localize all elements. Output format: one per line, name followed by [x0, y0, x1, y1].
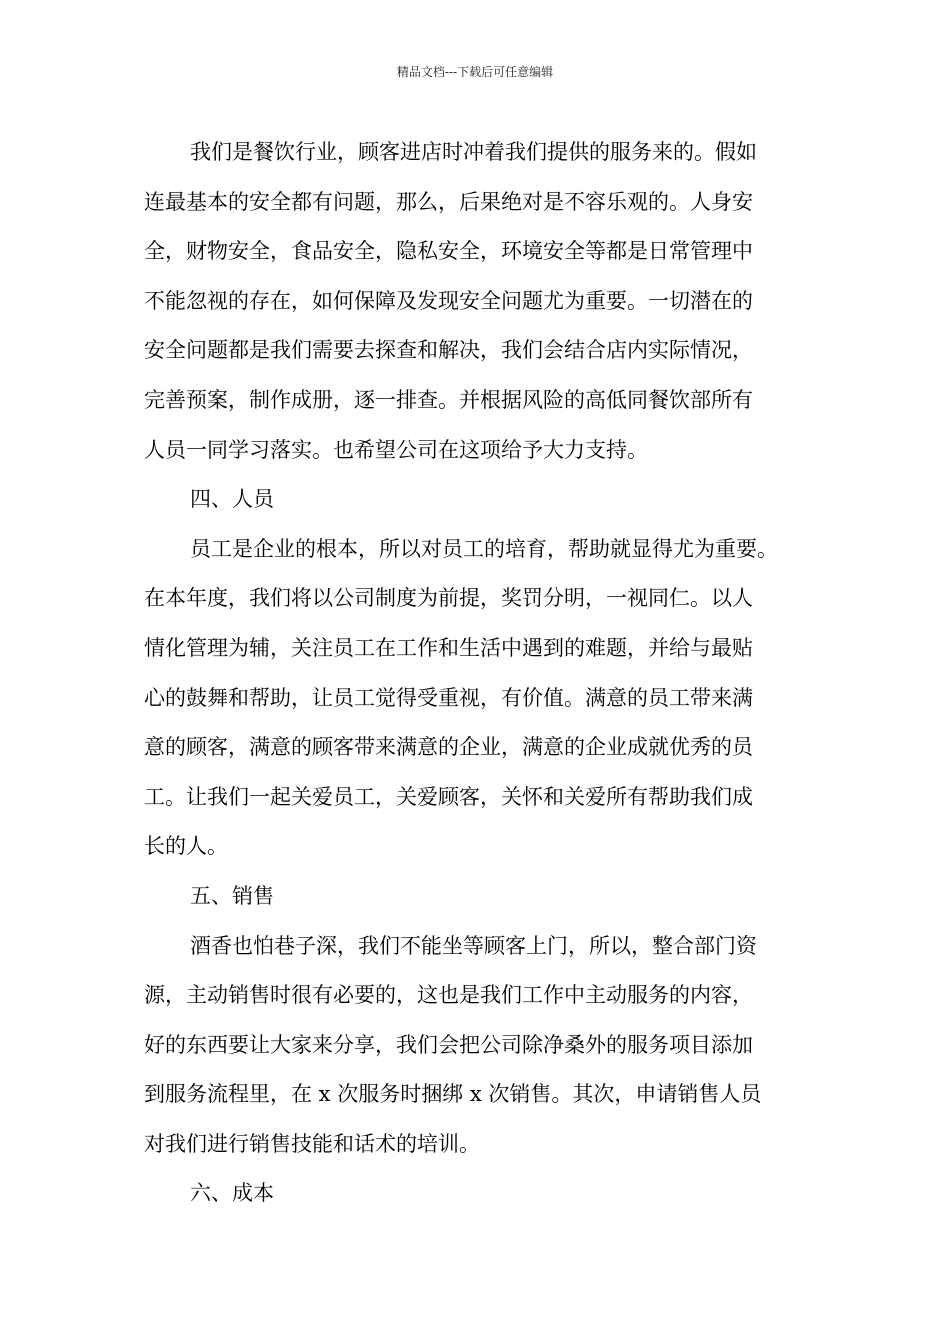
text-line: 在本年度，我们将以公司制度为前提，奖罚分明，一视同仁。以人	[144, 586, 753, 611]
text-line: 源，主动销售时很有必要的，这也是我们工作中主动服务的内容，	[144, 983, 753, 1008]
text-line: 连最基本的安全都有问题，那么，后果绝对是不容乐观的。人身安	[144, 189, 753, 214]
text-line: 完善预案，制作成册，逐一排查。并根据风险的高低同餐饮部所有	[144, 387, 753, 412]
text-line: 工。让我们一起关爱员工，关爱顾客，关怀和关爱所有帮助我们成	[144, 784, 753, 809]
text-line: 情化管理为辅，关注员工在工作和生活中遇到的难题，并给与最贴	[144, 635, 753, 660]
text-line: 安全问题都是我们需要去探查和解决，我们会结合店内实际情况，	[144, 338, 753, 363]
text-line: 心的鼓舞和帮助，让员工觉得受重视，有价值。满意的员工带来满	[144, 685, 753, 710]
text-line: 酒香也怕巷子深，我们不能坐等顾客上门，所以，整合部门资	[190, 933, 757, 958]
text-line: 好的东西要让大家来分享，我们会把公司除净桑外的服务项目添加	[144, 1032, 753, 1057]
text-line: 人员一同学习落实。也希望公司在这项给予大力支持。	[144, 437, 648, 462]
text-line: 五、销售	[190, 883, 274, 908]
text-line: 不能忽视的存在，如何保障及发现安全问题尤为重要。一切潜在的	[144, 288, 753, 313]
text-line: 到服务流程里，在 x 次服务时捆绑 x 次销售。其次，申请销售人员	[144, 1082, 762, 1107]
text-line: 对我们进行销售技能和话术的培训。	[144, 1131, 480, 1156]
text-line: 四、人员	[190, 487, 274, 512]
document-body	[144, 128, 808, 1219]
text-line: 意的顾客，满意的顾客带来满意的企业，满意的企业成就优秀的员	[144, 735, 753, 760]
text-line: 全，财物安全，食品安全，隐私安全，环境安全等都是日常管理中	[144, 239, 753, 264]
text-line: 员工是企业的根本，所以对员工的培育，帮助就显得尤为重要。	[190, 536, 778, 561]
text-line: 我们是餐饮行业，顾客进店时冲着我们提供的服务来的。假如	[190, 140, 757, 164]
text-line: 六、成本	[190, 1181, 274, 1206]
text-line: 长的人。	[144, 834, 228, 859]
page-header: 精品文档---下载后可任意编辑	[396, 65, 554, 79]
